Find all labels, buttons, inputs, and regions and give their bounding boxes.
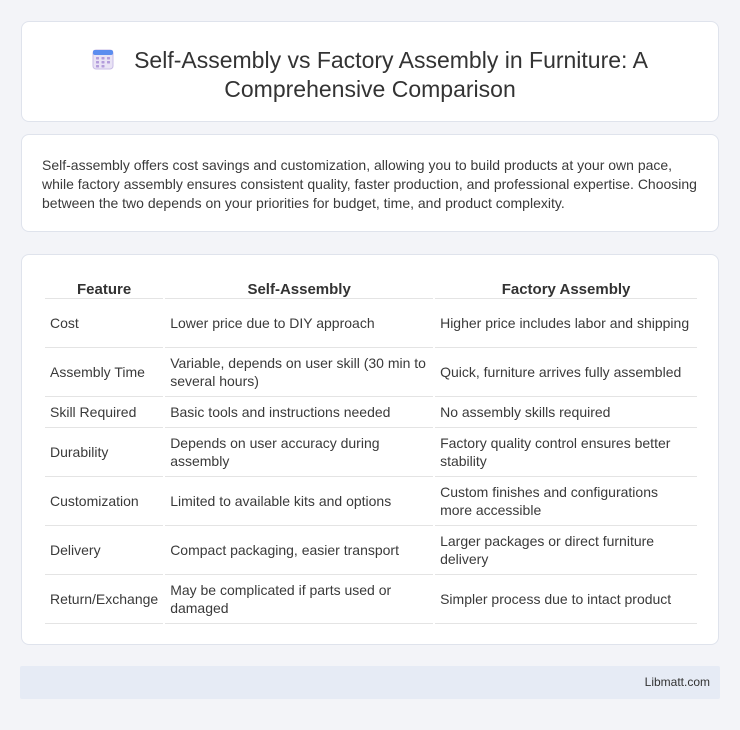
table-row bbox=[45, 526, 697, 575]
header-factory-assembly: Factory Assembly bbox=[435, 275, 697, 299]
comparison-table bbox=[43, 275, 699, 624]
factory-assembly-cell: Quick, furniture arrives fully assembled bbox=[435, 348, 697, 397]
self-assembly-cell: Depends on user accuracy during assembly bbox=[165, 428, 433, 477]
feature-cell: Customization bbox=[45, 477, 163, 526]
calendar-icon bbox=[92, 48, 114, 70]
page-title-text: Self-Assembly vs Factory Assembly in Furniture: A Comprehensive Comparison bbox=[134, 47, 648, 102]
intro-card bbox=[21, 134, 719, 232]
self-assembly-cell: Lower price due to DIY approach bbox=[165, 299, 433, 348]
feature-cell: Durability bbox=[45, 428, 163, 477]
factory-assembly-cell: No assembly skills required bbox=[435, 397, 697, 428]
header-feature: Feature bbox=[45, 275, 163, 299]
feature-cell: Return/Exchange bbox=[45, 575, 163, 624]
feature-cell: Assembly Time bbox=[45, 348, 163, 397]
footer-brand-link[interactable]: Libmatt.com bbox=[644, 675, 710, 689]
comparison-table-card bbox=[21, 254, 719, 645]
footer-bar bbox=[20, 666, 720, 699]
intro-paragraph: Self-assembly offers cost savings and customization, allowing you to build products at your own pace, while factory assembly ensures consistent quality, faster production, and professional expertise. Choosing between the two depends on your priorities for budget, time, and product complexity. bbox=[42, 157, 697, 211]
self-assembly-cell: Basic tools and instructions needed bbox=[165, 397, 433, 428]
table-row bbox=[45, 477, 697, 526]
factory-assembly-cell: Larger packages or direct furniture delivery bbox=[435, 526, 697, 575]
table-row bbox=[45, 348, 697, 397]
self-assembly-cell: Limited to available kits and options bbox=[165, 477, 433, 526]
table-row bbox=[45, 397, 697, 428]
self-assembly-cell: Compact packaging, easier transport bbox=[165, 526, 433, 575]
table-row bbox=[45, 299, 697, 348]
feature-cell: Skill Required bbox=[45, 397, 163, 428]
page-title bbox=[22, 46, 718, 104]
table-row bbox=[45, 575, 697, 624]
factory-assembly-cell: Simpler process due to intact product bbox=[435, 575, 697, 624]
feature-cell: Delivery bbox=[45, 526, 163, 575]
feature-cell: Cost bbox=[45, 299, 163, 348]
factory-assembly-cell: Higher price includes labor and shipping bbox=[435, 299, 697, 348]
self-assembly-cell: Variable, depends on user skill (30 min to several hours) bbox=[165, 348, 433, 397]
factory-assembly-cell: Custom finishes and configurations more accessible bbox=[435, 477, 697, 526]
table-row bbox=[45, 428, 697, 477]
header-self-assembly: Self-Assembly bbox=[165, 275, 433, 299]
table-header-row bbox=[45, 275, 697, 299]
title-card bbox=[21, 21, 719, 122]
factory-assembly-cell: Factory quality control ensures better stability bbox=[435, 428, 697, 477]
self-assembly-cell: May be complicated if parts used or damaged bbox=[165, 575, 433, 624]
